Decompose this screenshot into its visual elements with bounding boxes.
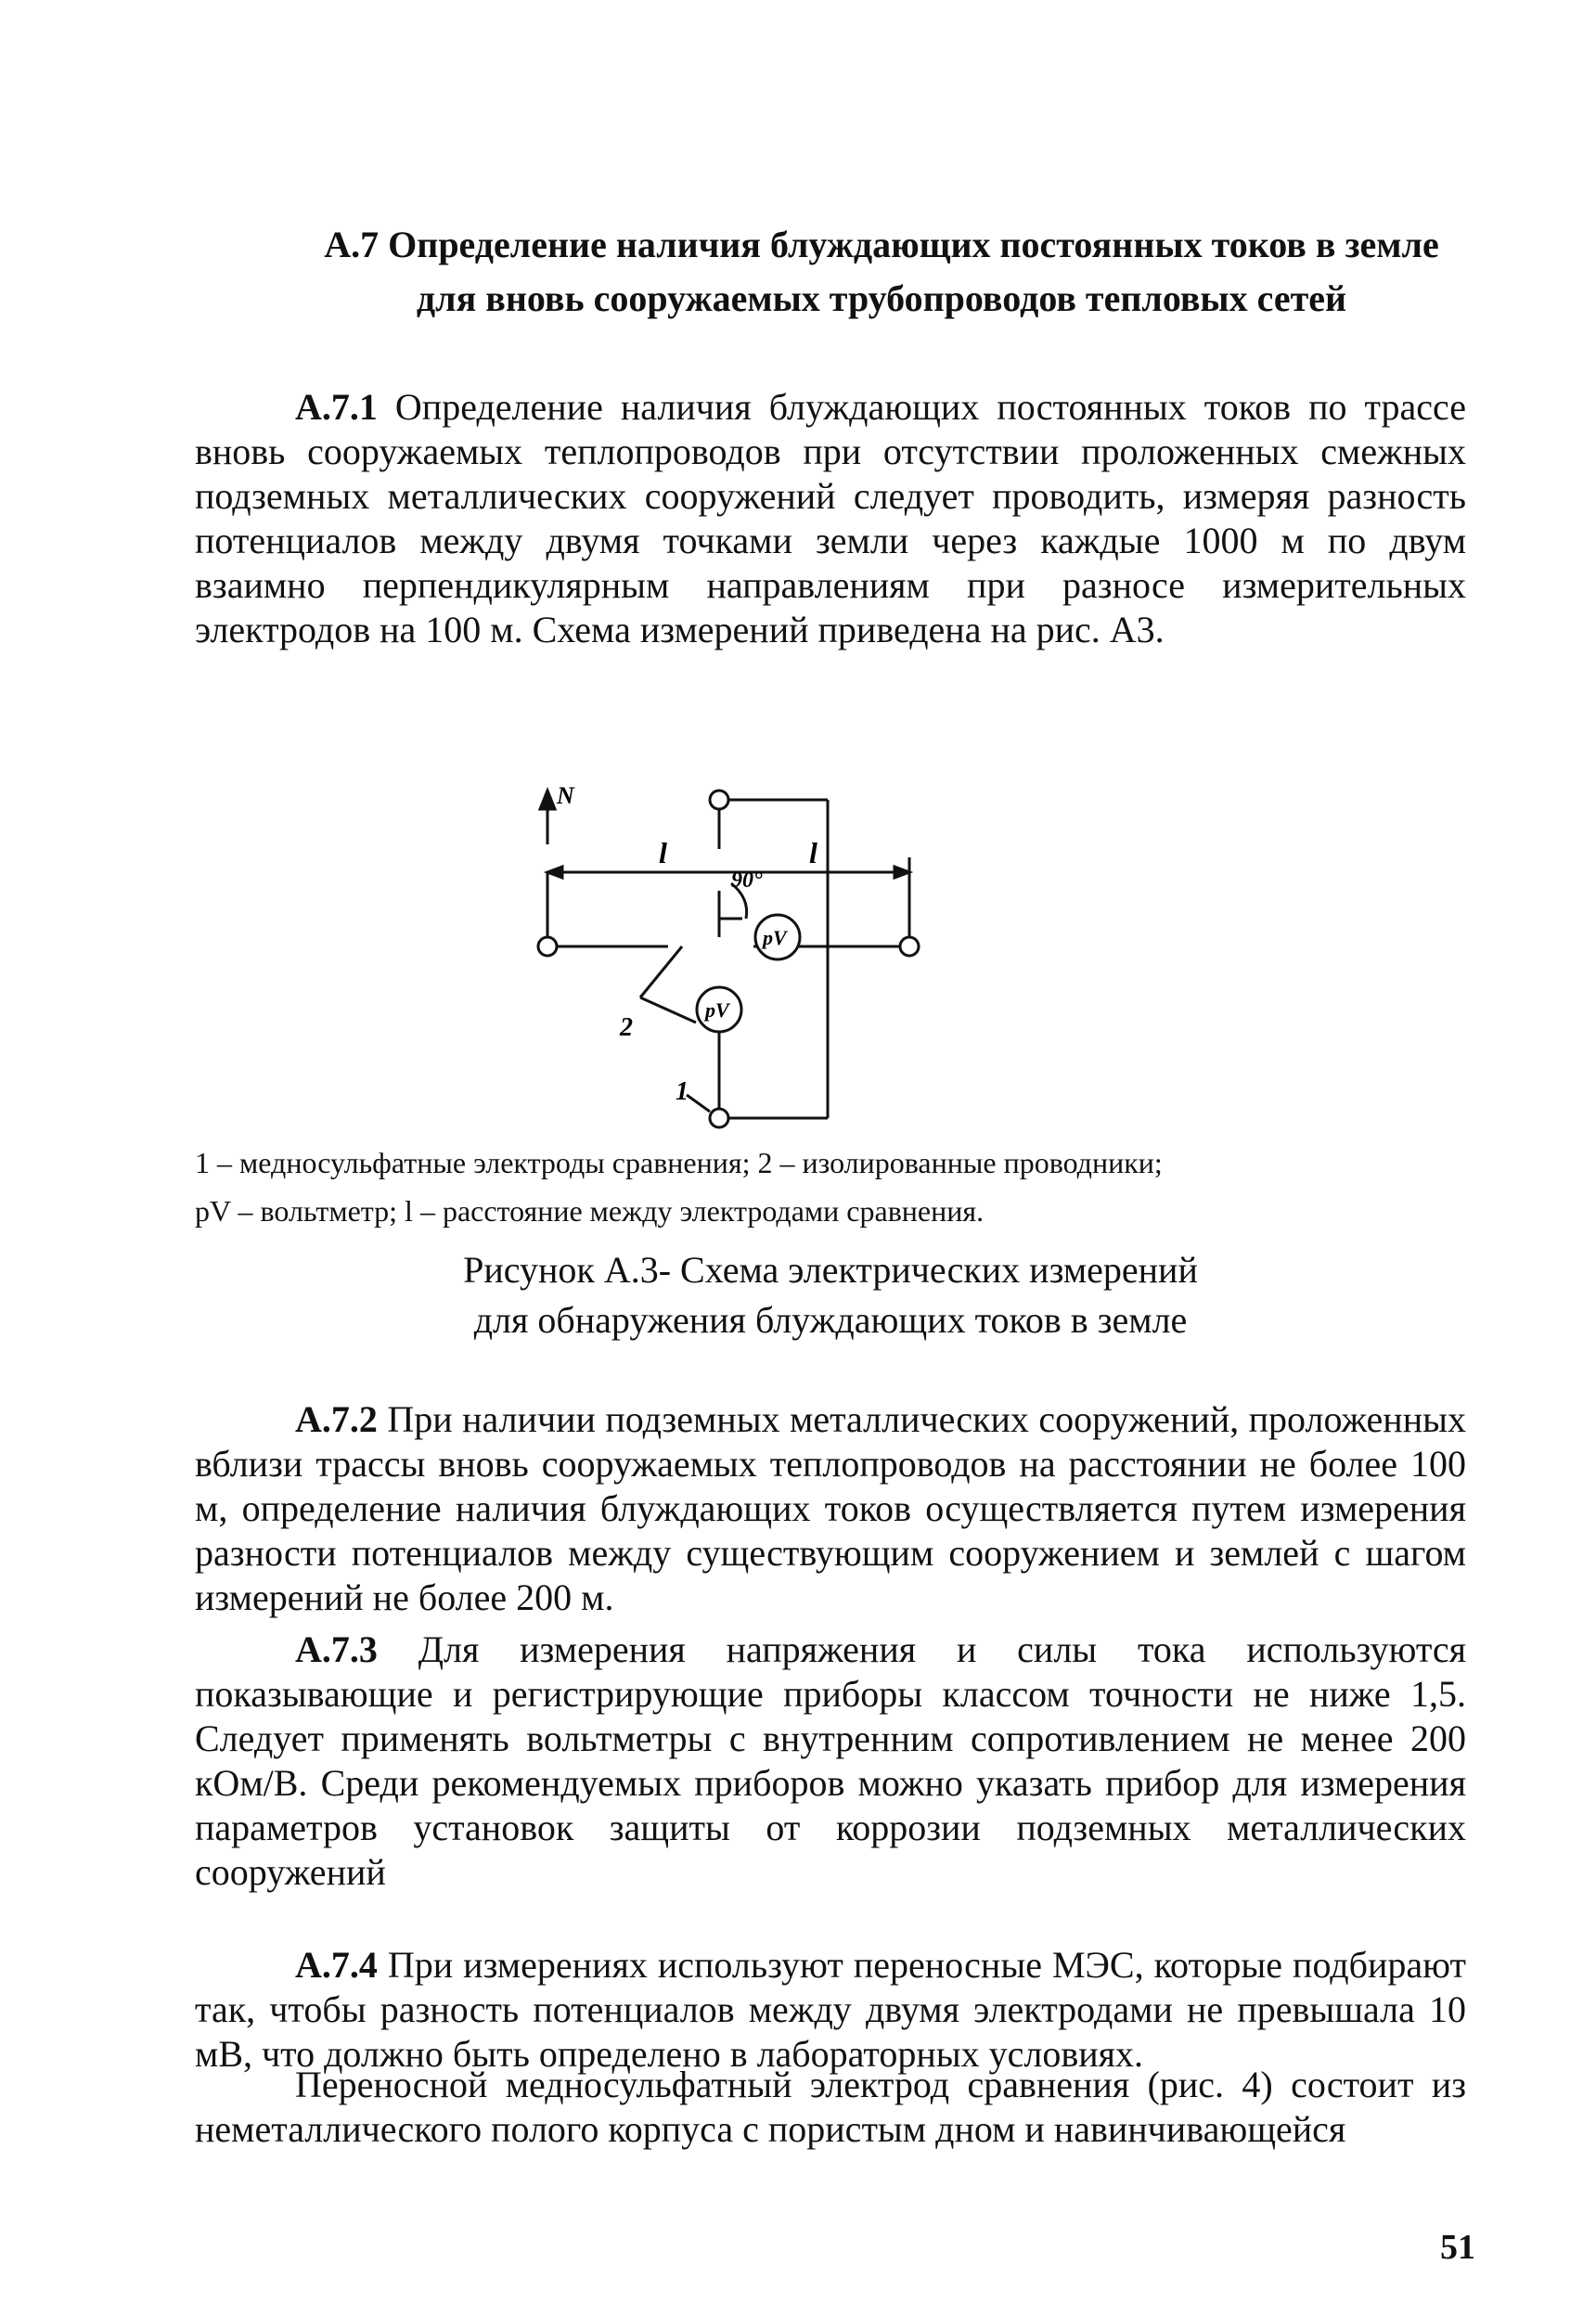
caption-line-1: Рисунок А.3- Схема электрических измерений (463, 1249, 1198, 1291)
paragraph-electrode (195, 2063, 1466, 2152)
meter-label-2: pV (705, 998, 729, 1022)
paragraph-text: Переносной медносульфатный электрод сравнения (рис. 4) состоит из неметаллического полого корпуса с пористым дном и навинчивающейся (195, 2064, 1466, 2150)
clause-number: А.7.4 (295, 1944, 378, 1986)
paragraph-a72 (195, 1397, 1466, 1620)
page-number: 51 (1440, 2228, 1475, 2267)
paragraph-a73 (195, 1628, 1466, 1895)
figure-caption (195, 1245, 1466, 1345)
north-label: N (557, 782, 574, 809)
heading-line-1: А.7 Определение наличия блуждающих постоянных токов в земле (324, 224, 1439, 265)
distance-label-vertical: l (809, 836, 817, 869)
clause-number: А.7.1 (295, 386, 378, 428)
callout-2: 2 (620, 1013, 633, 1042)
paragraph-text: Для измерения напряжения и силы тока используются показывающие и регистрирующие приборы классом точности не ниже 1,5. Следует применять вольтметры с внутренним сопротивлением не менее 200 кОм/В. Среди рекомендуемых приборов можно указать прибор для измерения параметров установок защиты от коррозии подземных металлических сооружений (195, 1628, 1466, 1893)
paragraph-text: При измерениях используют переносные МЭС, которые подбирают так, чтобы разность потенциалов между двумя электродами не превышала 10 мВ, что должно быть определено в лабораторных условиях. (195, 1944, 1466, 2075)
figure-legend-line-1: 1 – медносульфатные электроды сравнения; 2 – изолированные проводники; (195, 1146, 1163, 1179)
callout-1: 1 (676, 1077, 689, 1106)
paragraph-text: Определение наличия блуждающих постоянных токов по трассе вновь сооружаемых теплопроводов при отсутствии проложенных смежных подземных металлических сооружений следует проводить, измеряя разность потенциалов между двумя точками земли через каждые 1000 м по двум взаимно перпендикулярным направлениям при разносе измерительных электродов на 100 м. Схема измерений приведена на рис. А3. (195, 386, 1466, 650)
section-heading (278, 218, 1485, 326)
clause-number: А.7.2 (295, 1398, 378, 1440)
clause-number: А.7.3 (295, 1628, 378, 1670)
caption-line-2: для обнаружения блуждающих токов в земле (473, 1299, 1188, 1341)
measurement-scheme-diagram (520, 779, 965, 1151)
paragraph-a71 (195, 385, 1466, 652)
distance-label-horizontal: l (659, 836, 667, 869)
paragraph-text: При наличии подземных металлических сооружений, проложенных вблизи трассы вновь сооружаемых теплопроводов на расстоянии не более 100 м, определение наличия блуждающих токов осуществляется путем измерения разности потенциалов между существующим сооружением и землей с шагом измерений не более 200 м. (195, 1398, 1466, 1618)
paragraph-a74 (195, 1943, 1466, 2077)
meter-label-1: pV (763, 926, 787, 949)
figure-legend-line-2: pV – вольтметр; l – расстояние между электродами сравнения. (195, 1194, 985, 1228)
angle-label: 90° (731, 868, 763, 893)
heading-line-2: для вновь сооружаемых трубопроводов тепловых сетей (416, 277, 1347, 319)
